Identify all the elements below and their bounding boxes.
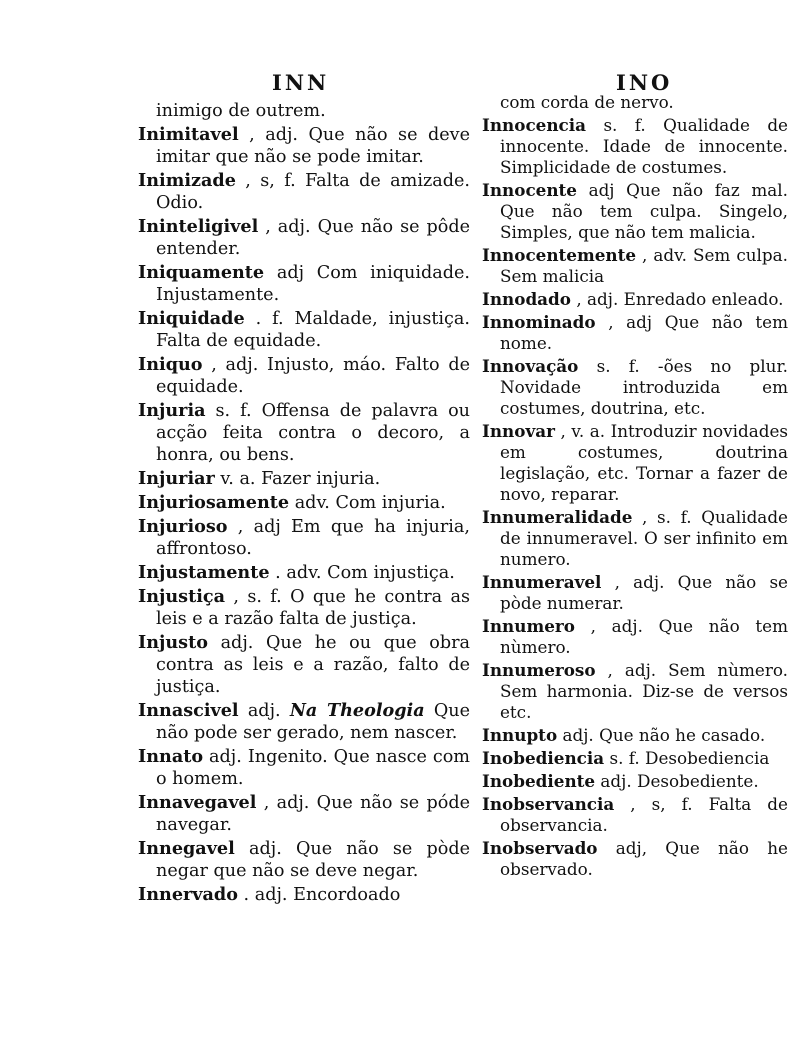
dictionary-entry xyxy=(482,312,788,354)
entry-headword: Ininteligivel xyxy=(138,216,259,237)
dictionary-entry xyxy=(138,100,470,122)
entry-definition: adj. Que he ou que obra contra as leis e a razão, falto de justiça. xyxy=(156,633,470,697)
entry-headword: Injuriar xyxy=(138,468,215,489)
entry-headword: Inimitavel xyxy=(138,124,239,145)
dictionary-entry xyxy=(482,771,788,792)
dictionary-entry xyxy=(482,660,788,723)
entry-headword: Iniquo xyxy=(138,354,203,375)
entry-definition: adj. Desobediente. xyxy=(600,771,759,791)
dictionary-entry xyxy=(138,516,470,560)
entry-headword: Iniquidade xyxy=(138,308,245,329)
dictionary-entry xyxy=(138,700,470,744)
entry-headword: Innumeravel xyxy=(482,572,602,592)
entry-definition: , v. a. Introduzir novidades em costumes, doutrina legislação, etc. Tornar a fazer de novo, reparar. xyxy=(500,421,788,504)
entry-headword: Innervado xyxy=(138,884,238,905)
entry-headword: Injurioso xyxy=(138,516,228,537)
dictionary-entry xyxy=(138,746,470,790)
dictionary-entry xyxy=(482,507,788,570)
entry-definition: s. f. Offensa de palavra ou acção feita contra o decoro, a honra, ou bens. xyxy=(156,401,470,465)
entry-headword: Innumeralidade xyxy=(482,507,633,527)
left-entry-list xyxy=(138,100,470,908)
entry-headword: Inobediencia xyxy=(482,748,605,768)
entry-headword: Inimizade xyxy=(138,170,236,191)
dictionary-entry xyxy=(482,421,788,505)
entry-definition: , adj Que não tem nome. xyxy=(500,312,788,353)
entry-headword: Innocente xyxy=(482,180,577,200)
entry-definition: adj. Que não se pòde negar que não se deve negar. xyxy=(156,839,470,881)
dictionary-entry xyxy=(482,725,788,746)
dictionary-entry xyxy=(138,838,470,882)
dictionary-entry xyxy=(138,308,470,352)
entry-definition: , adj. Que não tem nùmero. xyxy=(500,616,788,657)
dictionary-entry xyxy=(138,354,470,398)
right-entry-list xyxy=(482,92,788,882)
entry-definition: , s. f. O que he contra as leis e a razão falta de justiça. xyxy=(156,587,470,629)
dictionary-entry xyxy=(138,124,470,168)
entry-continuation: com corda de nervo. xyxy=(500,92,674,112)
right-running-head: INO xyxy=(616,70,673,95)
entry-headword: Injusto xyxy=(138,632,208,653)
entry-definition: adj. Ingenito. Que nasce com o homem. xyxy=(156,747,470,789)
dictionary-entry xyxy=(482,92,788,113)
dictionary-entry xyxy=(138,468,470,490)
entry-headword: Innupto xyxy=(482,725,558,745)
entry-headword: Innovar xyxy=(482,421,555,441)
dictionary-entry xyxy=(138,562,470,584)
entry-headword: Innodado xyxy=(482,289,571,309)
entry-definition: , adj. Que não se deve imitar que não se pode imitar. xyxy=(156,125,471,167)
dictionary-entry xyxy=(482,180,788,243)
dictionary-entry xyxy=(482,356,788,419)
entry-definition: , adj. Que não se póde navegar. xyxy=(156,793,471,835)
entry-headword: Innegavel xyxy=(138,838,235,859)
dictionary-entry xyxy=(138,586,470,630)
entry-definition: , s, f. Falta de observancia. xyxy=(500,794,788,835)
entry-headword: Innocentemente xyxy=(482,245,637,265)
entry-headword: Innavegavel xyxy=(138,792,257,813)
dictionary-entry xyxy=(482,289,788,310)
entry-definition: s. f. -ões no plur. Novidade introduzida em costumes, doutrina, etc. xyxy=(500,356,788,418)
entry-definition: , s. f. Qualidade de innumeravel. O ser infinito em numero. xyxy=(500,507,788,569)
dictionary-entry xyxy=(482,838,788,880)
entry-definition: adj. Que não he casado. xyxy=(562,725,766,745)
entry-definition: , adv. Sem culpa. Sem malicia xyxy=(500,245,788,286)
dictionary-entry xyxy=(482,572,788,614)
entry-definition: adj, Que não he observado. xyxy=(500,838,788,879)
entry-definition: . adv. Com injustiça. xyxy=(275,563,455,583)
entry-headword: Innovação xyxy=(482,356,579,376)
entry-definition: . f. Maldade, injustiça. Falta de equidade. xyxy=(156,309,470,351)
entry-continuation: inimigo de outrem. xyxy=(156,101,326,121)
entry-headword: Innato xyxy=(138,746,204,767)
left-running-head: INN xyxy=(272,70,330,95)
entry-headword: Innominado xyxy=(482,312,596,332)
dictionary-entry xyxy=(138,400,470,466)
entry-headword: Injuriosamente xyxy=(138,492,290,513)
entry-definition: v. a. Fazer injuria. xyxy=(220,469,381,489)
dictionary-entry xyxy=(482,794,788,836)
dictionary-entry xyxy=(482,748,788,769)
dictionary-entry xyxy=(138,216,470,260)
dictionary-entry xyxy=(138,170,470,214)
entry-definition: , adj. Que não se pôde entender. xyxy=(156,217,471,259)
dictionary-entry xyxy=(138,262,470,306)
entry-definition: adj Com iniquidade. Injustamente. xyxy=(156,263,470,305)
entry-definition: Que não pode ser gerado, nem nascer. xyxy=(156,701,470,743)
entry-headword: Injustamente xyxy=(138,562,270,583)
entry-headword: Iniquamente xyxy=(138,262,265,283)
entry-headword: Injuria xyxy=(138,400,206,421)
entry-definition: , adj Em que ha injuria, affrontoso. xyxy=(156,517,470,559)
entry-definition: , adj. Que não se pòde numerar. xyxy=(500,572,788,613)
entry-headword: Inobservado xyxy=(482,838,598,858)
entry-definition: s. f. Qualidade de innocente. Idade de innocente. Simplicidade de costumes. xyxy=(500,115,788,177)
entry-definition: s. f. Desobediencia xyxy=(609,748,770,768)
entry-headword: Inobediente xyxy=(482,771,596,791)
entry-headword: Injustiça xyxy=(138,586,226,607)
dictionary-entry xyxy=(482,115,788,178)
entry-headword: Innocencia xyxy=(482,115,587,135)
dictionary-entry xyxy=(482,616,788,658)
dictionary-entry xyxy=(138,792,470,836)
entry-domain-label: Na Theologia xyxy=(289,700,425,721)
entry-headword: Innumeroso xyxy=(482,660,596,680)
entry-definition: , adj. Sem nùmero. Sem harmonia. Diz-se de versos etc. xyxy=(500,660,788,722)
entry-definition: adj. xyxy=(247,701,281,721)
entry-headword: Inobservancia xyxy=(482,794,615,814)
entry-definition: , adj. Injusto, máo. Falto de equidade. xyxy=(156,355,470,397)
dictionary-entry xyxy=(138,492,470,514)
entry-definition: . adj. Encordoado xyxy=(243,885,401,905)
entry-definition: adj Que não faz mal. Que não tem culpa. Singelo, Simples, que não tem malicia. xyxy=(500,180,788,242)
dictionary-entry xyxy=(138,632,470,698)
entry-headword: Innumero xyxy=(482,616,575,636)
dictionary-entry xyxy=(482,245,788,287)
entry-definition: , adj. Enredado enleado. xyxy=(576,289,784,309)
entry-definition: adv. Com injuria. xyxy=(294,493,446,513)
entry-definition: , s, f. Falta de amizade. Odio. xyxy=(156,171,471,213)
entry-headword: Innascivel xyxy=(138,700,239,721)
dictionary-entry xyxy=(138,884,470,906)
